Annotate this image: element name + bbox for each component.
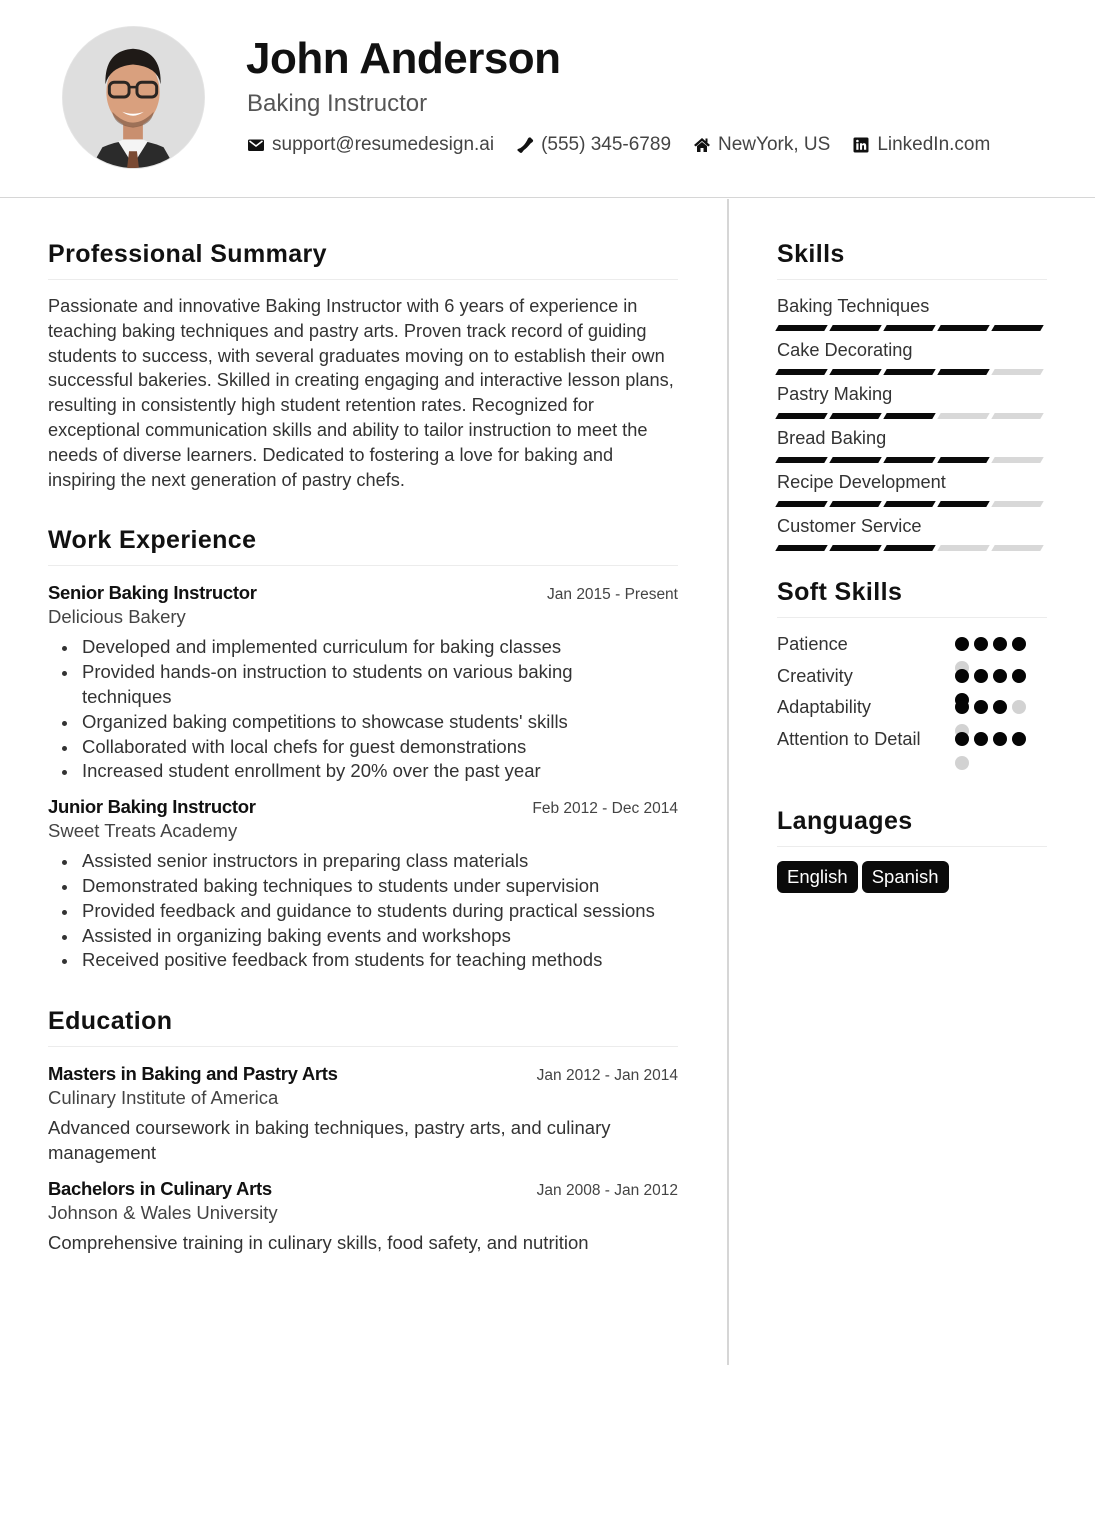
rating-dot: [974, 669, 988, 683]
education-dates: Jan 2008 - Jan 2012: [536, 1181, 678, 1199]
section-heading: Work Experience: [48, 526, 678, 566]
skill-item: [777, 382, 1047, 420]
skill-level-bar: [777, 369, 1047, 376]
skill-level-segment: [883, 457, 935, 463]
soft-skill-rating: [955, 695, 1035, 719]
bullet-item: Provided hands-on instruction to students on various baking techniques: [48, 660, 678, 710]
skill-item: [777, 294, 1047, 332]
soft-skill-item: [777, 695, 1047, 727]
job-entry: [48, 582, 678, 784]
soft-skill-name: Patience: [777, 634, 848, 654]
skill-name: Recipe Development: [777, 472, 946, 492]
main-column: [48, 240, 678, 1256]
home-icon: [693, 136, 711, 154]
skill-level-segment: [775, 413, 827, 419]
education-dates: Jan 2012 - Jan 2014: [536, 1067, 678, 1085]
contact-location-text: NewYork, US: [718, 134, 831, 155]
rating-dot: [1012, 732, 1026, 746]
section-heading: Skills: [777, 240, 1047, 280]
soft-skill-name: Attention to Detail: [777, 728, 921, 749]
soft-skill-name: Creativity: [777, 665, 853, 686]
rating-dot: [1012, 669, 1026, 683]
education-entry: [48, 1063, 678, 1166]
skill-level-segment: [937, 413, 989, 419]
person-portrait-icon: [63, 27, 204, 168]
experience-section: [48, 526, 678, 973]
rating-dot: [1012, 700, 1026, 714]
soft-skill-rating: [955, 632, 1035, 656]
skill-level-segment: [883, 325, 935, 331]
skills-list: [777, 294, 1047, 552]
skill-level-segment: [883, 501, 935, 507]
job-title: Senior Baking Instructor: [48, 582, 257, 604]
bullet-item: Demonstrated baking techniques to students under supervision: [48, 874, 678, 899]
soft-skills-section: [777, 578, 1047, 777]
job-company: Delicious Bakery: [48, 606, 186, 628]
skill-level-bar: [777, 413, 1047, 420]
rating-dot: [974, 637, 988, 651]
soft-skill-item: [777, 664, 1047, 696]
candidate-name: John Anderson: [246, 34, 561, 83]
degree-title: Bachelors in Culinary Arts: [48, 1177, 272, 1199]
contact-phone[interactable]: [516, 134, 671, 156]
skill-level-bar: [777, 325, 1047, 332]
skill-level-segment: [937, 545, 989, 551]
rating-dot: [993, 637, 1007, 651]
envelope-icon: [247, 136, 265, 154]
skill-level-segment: [937, 501, 989, 507]
school-name: Culinary Institute of America: [48, 1087, 279, 1109]
bullet-item: Provided feedback and guidance to students during practical sessions: [48, 899, 678, 924]
bullet-item: Developed and implemented curriculum for baking classes: [48, 635, 678, 660]
skill-level-segment: [883, 369, 935, 375]
skill-level-segment: [829, 325, 881, 331]
languages-section: [777, 807, 1047, 893]
skill-level-bar: [777, 545, 1047, 552]
rating-dot: [993, 732, 1007, 746]
skill-level-segment: [829, 413, 881, 419]
language-tag: Spanish: [862, 861, 949, 893]
skill-item: [777, 426, 1047, 464]
skill-level-segment: [775, 501, 827, 507]
contact-list: [247, 134, 1012, 156]
contact-location: [693, 134, 830, 156]
section-heading: Professional Summary: [48, 240, 678, 280]
rating-dot: [955, 669, 969, 683]
linkedin-icon: [852, 136, 870, 154]
skill-level-segment: [991, 501, 1043, 507]
skill-item: [777, 338, 1047, 376]
education-section: [48, 1007, 678, 1255]
contact-email[interactable]: [247, 134, 494, 156]
bullet-item: Assisted in organizing baking events and workshops: [48, 924, 678, 949]
job-entry: [48, 796, 678, 973]
skill-level-segment: [775, 545, 827, 551]
rating-dot: [1012, 637, 1026, 651]
skill-level-segment: [991, 413, 1043, 419]
skill-level-bar: [777, 457, 1047, 464]
soft-skills-list: [777, 632, 1047, 777]
sidebar-column: [777, 240, 1047, 893]
soft-skill-rating: [955, 727, 1035, 751]
skill-name: Cake Decorating: [777, 340, 913, 360]
skill-level-segment: [829, 545, 881, 551]
skill-name: Baking Techniques: [777, 296, 930, 316]
skill-level-bar: [777, 501, 1047, 508]
skill-level-segment: [829, 457, 881, 463]
soft-skill-item: [777, 727, 1047, 777]
section-heading: Languages: [777, 807, 1047, 847]
skill-level-segment: [991, 457, 1043, 463]
skill-level-segment: [829, 369, 881, 375]
job-bullets: [48, 635, 678, 784]
skill-level-segment: [991, 369, 1043, 375]
skill-level-segment: [991, 545, 1043, 551]
resume-header: [0, 0, 1095, 198]
contact-phone-text: (555) 345-6789: [541, 134, 672, 155]
column-divider: [727, 199, 729, 1365]
skill-level-segment: [775, 369, 827, 375]
skill-level-segment: [775, 457, 827, 463]
contact-linkedin-text: LinkedIn.com: [877, 134, 991, 155]
section-heading: Education: [48, 1007, 678, 1047]
rating-dot: [955, 732, 969, 746]
profile-photo: [62, 26, 205, 169]
skill-level-segment: [937, 325, 989, 331]
rating-dot: [993, 700, 1007, 714]
rating-dot: [955, 637, 969, 651]
job-bullets: [48, 849, 678, 973]
school-name: Johnson & Wales University: [48, 1201, 278, 1223]
phone-icon: [516, 136, 534, 154]
soft-skill-rating: [955, 664, 1035, 688]
job-dates: Jan 2015 - Present: [547, 586, 678, 604]
skill-item: [777, 470, 1047, 508]
skill-level-segment: [829, 501, 881, 507]
bullet-item: Assisted senior instructors in preparing class materials: [48, 849, 678, 874]
skill-level-segment: [883, 413, 935, 419]
rating-dot: [993, 669, 1007, 683]
skill-name: Bread Baking: [777, 428, 887, 448]
contact-linkedin[interactable]: [852, 134, 990, 156]
summary-text: Passionate and innovative Baking Instructor with 6 years of experience in teaching baking techniques and pastry arts. Proven track record of guiding students to success, with several graduates moving on to establish their own successful bakeries. Skilled in creating engaging and interactive lesson plans, resulting in consistently high student retention rates. Recognized for exceptional communication skills and ability to tailor instruction to meet the needs of diverse learners. Dedicated to fostering a love for baking and inspiring the next generation of pastry chefs.: [48, 296, 674, 490]
skills-section: [777, 240, 1047, 552]
education-entry: [48, 1178, 678, 1256]
skill-level-segment: [991, 325, 1043, 331]
job-dates: Feb 2012 - Dec 2014: [532, 800, 678, 818]
rating-dot: [955, 700, 969, 714]
degree-title: Masters in Baking and Pastry Arts: [48, 1063, 338, 1085]
section-heading: Soft Skills: [777, 578, 1047, 618]
skill-name: Customer Service: [777, 516, 922, 536]
rating-dot: [955, 756, 969, 770]
skill-level-segment: [775, 325, 827, 331]
languages-list: [777, 861, 1047, 893]
contact-email-text: support@resumedesign.ai: [272, 134, 495, 155]
education-description: Comprehensive training in culinary skills, food safety, and nutrition: [48, 1231, 589, 1253]
rating-dot: [974, 732, 988, 746]
job-title: Junior Baking Instructor: [48, 796, 256, 818]
skill-item: [777, 514, 1047, 552]
summary-section: [48, 240, 678, 492]
skill-level-segment: [937, 369, 989, 375]
education-description: Advanced coursework in baking techniques, pastry arts, and culinary management: [48, 1117, 611, 1163]
bullet-item: Received positive feedback from students for teaching methods: [48, 948, 678, 973]
bullet-item: Organized baking competitions to showcase students' skills: [48, 710, 678, 735]
bullet-item: Increased student enrollment by 20% over the past year: [48, 759, 678, 784]
soft-skill-item: [777, 632, 1047, 664]
candidate-title: Baking Instructor: [247, 90, 428, 117]
job-company: Sweet Treats Academy: [48, 820, 238, 842]
skill-level-segment: [883, 545, 935, 551]
skill-name: Pastry Making: [777, 384, 893, 404]
skill-level-segment: [937, 457, 989, 463]
bullet-item: Collaborated with local chefs for guest demonstrations: [48, 735, 678, 760]
soft-skill-name: Adaptability: [777, 697, 872, 717]
rating-dot: [974, 700, 988, 714]
language-tag: English: [777, 861, 858, 893]
